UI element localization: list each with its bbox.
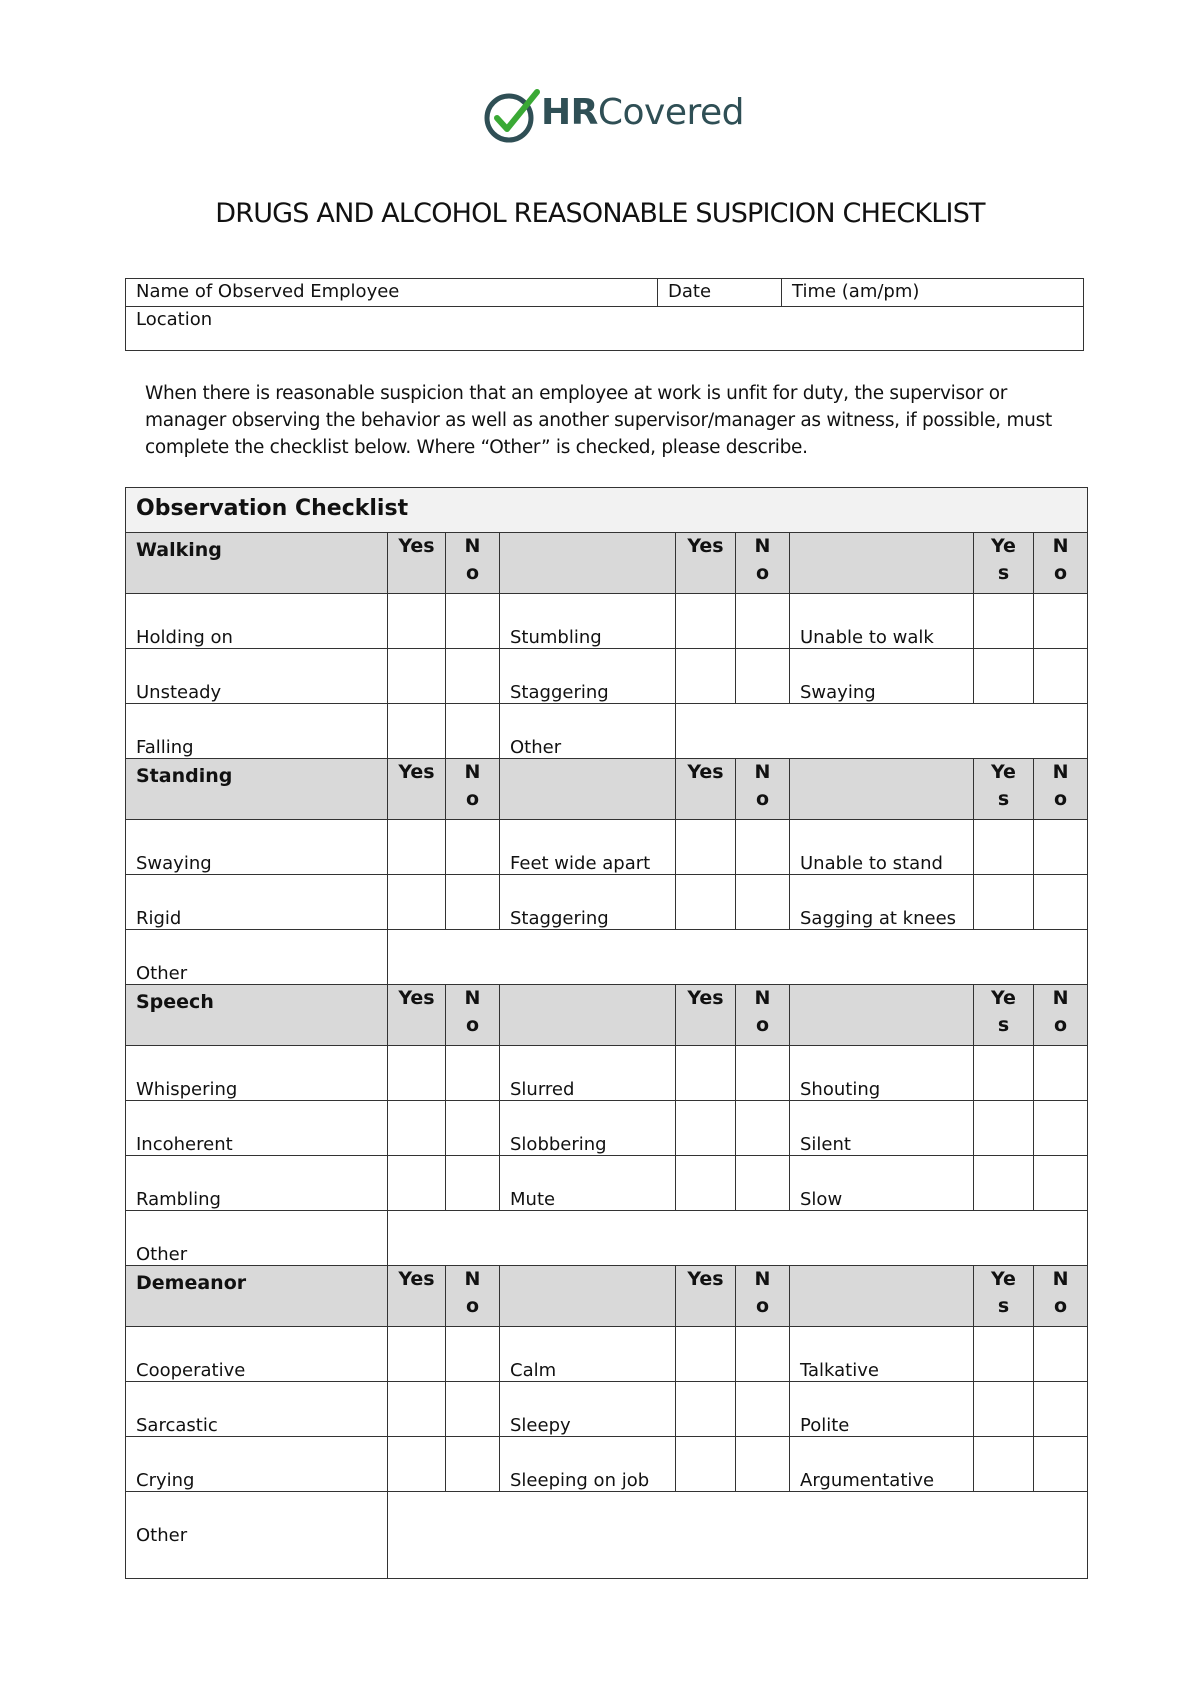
item-label: Sleepy xyxy=(500,1382,676,1437)
item-label-other: Other xyxy=(126,1492,388,1579)
section-label: Demeanor xyxy=(126,1266,388,1327)
item-label: Incoherent xyxy=(126,1101,388,1156)
no-header: N o xyxy=(446,533,500,594)
table-row xyxy=(126,1382,1088,1437)
item-label: Holding on xyxy=(126,594,388,649)
no-checkbox[interactable] xyxy=(1034,1382,1088,1437)
checkmark-logo-icon xyxy=(483,86,545,148)
item-label: Talkative xyxy=(790,1327,974,1382)
checklist-heading: Observation Checklist xyxy=(126,488,1088,533)
no-checkbox[interactable] xyxy=(736,1156,790,1211)
yes-checkbox[interactable] xyxy=(388,1156,446,1211)
no-checkbox[interactable] xyxy=(736,875,790,930)
yes-header: Ye s xyxy=(974,759,1034,820)
yes-checkbox[interactable] xyxy=(974,1437,1034,1492)
no-checkbox[interactable] xyxy=(446,594,500,649)
no-header: N o xyxy=(1034,533,1088,594)
item-label: Unable to walk xyxy=(790,594,974,649)
employee-info-table xyxy=(125,278,1084,351)
yes-checkbox[interactable] xyxy=(974,594,1034,649)
item-label-other: Other xyxy=(500,704,676,759)
yes-checkbox[interactable] xyxy=(676,875,736,930)
item-label: Sarcastic xyxy=(126,1382,388,1437)
yes-header: Yes xyxy=(388,1266,446,1327)
hrcovered-logo xyxy=(483,86,743,148)
table-row xyxy=(126,649,1088,704)
no-checkbox[interactable] xyxy=(446,1101,500,1156)
item-label: Falling xyxy=(126,704,388,759)
yes-checkbox[interactable] xyxy=(974,1382,1034,1437)
table-row xyxy=(126,820,1088,875)
section-header-walking xyxy=(126,533,1088,594)
no-checkbox[interactable] xyxy=(736,820,790,875)
yes-header: Yes xyxy=(388,759,446,820)
item-label: Feet wide apart xyxy=(500,820,676,875)
yes-checkbox[interactable] xyxy=(676,1101,736,1156)
other-description-field[interactable] xyxy=(388,930,1088,985)
yes-checkbox[interactable] xyxy=(974,1101,1034,1156)
yes-checkbox[interactable] xyxy=(974,1046,1034,1101)
other-description-field[interactable] xyxy=(676,704,1088,759)
no-header: N o xyxy=(1034,985,1088,1046)
yes-checkbox[interactable] xyxy=(676,820,736,875)
yes-checkbox[interactable] xyxy=(388,1046,446,1101)
yes-checkbox[interactable] xyxy=(676,1046,736,1101)
yes-checkbox[interactable] xyxy=(676,1156,736,1211)
no-header: N o xyxy=(736,533,790,594)
item-label-other: Other xyxy=(126,1211,388,1266)
yes-checkbox[interactable] xyxy=(676,1382,736,1437)
no-checkbox[interactable] xyxy=(446,704,500,759)
yes-checkbox[interactable] xyxy=(974,1156,1034,1211)
yes-checkbox[interactable] xyxy=(974,875,1034,930)
yes-checkbox[interactable] xyxy=(974,649,1034,704)
no-checkbox[interactable] xyxy=(1034,1046,1088,1101)
item-label: Rigid xyxy=(126,875,388,930)
no-header: N o xyxy=(1034,759,1088,820)
no-checkbox[interactable] xyxy=(446,820,500,875)
item-label: Sleeping on job xyxy=(500,1437,676,1492)
no-header: N o xyxy=(446,759,500,820)
yes-header: Yes xyxy=(676,533,736,594)
yes-checkbox[interactable] xyxy=(388,875,446,930)
table-row xyxy=(126,1492,1088,1579)
time-field-label[interactable]: Time (am/pm) xyxy=(782,279,1084,307)
no-checkbox[interactable] xyxy=(1034,1437,1088,1492)
yes-checkbox[interactable] xyxy=(388,1382,446,1437)
no-checkbox[interactable] xyxy=(1034,1101,1088,1156)
item-label: Crying xyxy=(126,1437,388,1492)
table-row xyxy=(126,1211,1088,1266)
item-label: Calm xyxy=(500,1327,676,1382)
yes-checkbox[interactable] xyxy=(974,820,1034,875)
no-header: N o xyxy=(736,985,790,1046)
section-label: Speech xyxy=(126,985,388,1046)
no-checkbox[interactable] xyxy=(446,1382,500,1437)
section-label: Walking xyxy=(126,533,388,594)
no-checkbox[interactable] xyxy=(736,1101,790,1156)
yes-header: Yes xyxy=(388,985,446,1046)
yes-checkbox[interactable] xyxy=(676,649,736,704)
item-label: Slurred xyxy=(500,1046,676,1101)
no-checkbox[interactable] xyxy=(446,1437,500,1492)
table-row xyxy=(126,1101,1088,1156)
yes-checkbox[interactable] xyxy=(388,704,446,759)
no-checkbox[interactable] xyxy=(1034,1156,1088,1211)
item-label: Shouting xyxy=(790,1046,974,1101)
yes-checkbox[interactable] xyxy=(676,1327,736,1382)
yes-header: Ye s xyxy=(974,985,1034,1046)
table-row xyxy=(126,1156,1088,1211)
no-header: N o xyxy=(736,759,790,820)
table-row xyxy=(126,875,1088,930)
item-label: Slobbering xyxy=(500,1101,676,1156)
no-checkbox[interactable] xyxy=(736,1327,790,1382)
logo-wordmark: HRCovered xyxy=(541,92,744,133)
yes-header: Yes xyxy=(388,533,446,594)
item-label: Argumentative xyxy=(790,1437,974,1492)
no-header: N o xyxy=(1034,1266,1088,1327)
item-label: Swaying xyxy=(126,820,388,875)
item-label: Staggering xyxy=(500,875,676,930)
item-label: Swaying xyxy=(790,649,974,704)
other-description-field[interactable] xyxy=(388,1211,1088,1266)
yes-checkbox[interactable] xyxy=(388,1327,446,1382)
instructions-paragraph: When there is reasonable suspicion that an employee at work is unfit for duty, the supervisor or manager observing the behavior as well as another supervisor/manager as witness, if possible, must complete the checklist below. Where “Other” is checked, please describe. xyxy=(145,383,1052,458)
item-label: Whispering xyxy=(126,1046,388,1101)
yes-checkbox[interactable] xyxy=(676,594,736,649)
item-label-other: Other xyxy=(126,930,388,985)
yes-checkbox[interactable] xyxy=(974,1327,1034,1382)
yes-checkbox[interactable] xyxy=(388,1101,446,1156)
item-label: Slow xyxy=(790,1156,974,1211)
location-field-label[interactable]: Location xyxy=(126,307,1084,351)
table-row xyxy=(126,704,1088,759)
yes-checkbox[interactable] xyxy=(388,594,446,649)
no-checkbox[interactable] xyxy=(446,1046,500,1101)
no-checkbox[interactable] xyxy=(736,1046,790,1101)
no-checkbox[interactable] xyxy=(736,649,790,704)
item-label: Mute xyxy=(500,1156,676,1211)
date-field-label[interactable]: Date xyxy=(658,279,782,307)
section-header-speech xyxy=(126,985,1088,1046)
no-checkbox[interactable] xyxy=(1034,1327,1088,1382)
yes-checkbox[interactable] xyxy=(388,649,446,704)
table-row xyxy=(126,1327,1088,1382)
name-field-label[interactable]: Name of Observed Employee xyxy=(126,279,658,307)
section-header-demeanor xyxy=(126,1266,1088,1327)
no-checkbox[interactable] xyxy=(1034,649,1088,704)
no-checkbox[interactable] xyxy=(1034,820,1088,875)
item-label: Unsteady xyxy=(126,649,388,704)
item-label: Stumbling xyxy=(500,594,676,649)
item-label: Staggering xyxy=(500,649,676,704)
item-label: Silent xyxy=(790,1101,974,1156)
item-label: Sagging at knees xyxy=(790,875,974,930)
table-row xyxy=(126,594,1088,649)
no-header: N o xyxy=(736,1266,790,1327)
no-checkbox[interactable] xyxy=(446,649,500,704)
item-label: Cooperative xyxy=(126,1327,388,1382)
yes-header: Ye s xyxy=(974,533,1034,594)
no-header: N o xyxy=(446,985,500,1046)
other-description-field[interactable] xyxy=(388,1492,1088,1579)
no-checkbox[interactable] xyxy=(446,1327,500,1382)
yes-checkbox[interactable] xyxy=(388,820,446,875)
no-checkbox[interactable] xyxy=(736,1437,790,1492)
no-checkbox[interactable] xyxy=(1034,875,1088,930)
item-label: Rambling xyxy=(126,1156,388,1211)
yes-header: Yes xyxy=(676,985,736,1046)
yes-header: Yes xyxy=(676,1266,736,1327)
section-label: Standing xyxy=(126,759,388,820)
table-row xyxy=(126,1046,1088,1101)
yes-header: Yes xyxy=(676,759,736,820)
document-title: DRUGS AND ALCOHOL REASONABLE SUSPICION CHECKLIST xyxy=(215,198,985,229)
no-checkbox[interactable] xyxy=(446,1156,500,1211)
no-checkbox[interactable] xyxy=(1034,594,1088,649)
no-checkbox[interactable] xyxy=(446,875,500,930)
no-header: N o xyxy=(446,1266,500,1327)
yes-checkbox[interactable] xyxy=(388,1437,446,1492)
item-label: Unable to stand xyxy=(790,820,974,875)
yes-checkbox[interactable] xyxy=(676,1437,736,1492)
yes-header: Ye s xyxy=(974,1266,1034,1327)
section-header-standing xyxy=(126,759,1088,820)
no-checkbox[interactable] xyxy=(736,1382,790,1437)
no-checkbox[interactable] xyxy=(736,594,790,649)
table-row xyxy=(126,930,1088,985)
table-row xyxy=(126,1437,1088,1492)
item-label: Polite xyxy=(790,1382,974,1437)
observation-checklist-table xyxy=(125,487,1088,1579)
